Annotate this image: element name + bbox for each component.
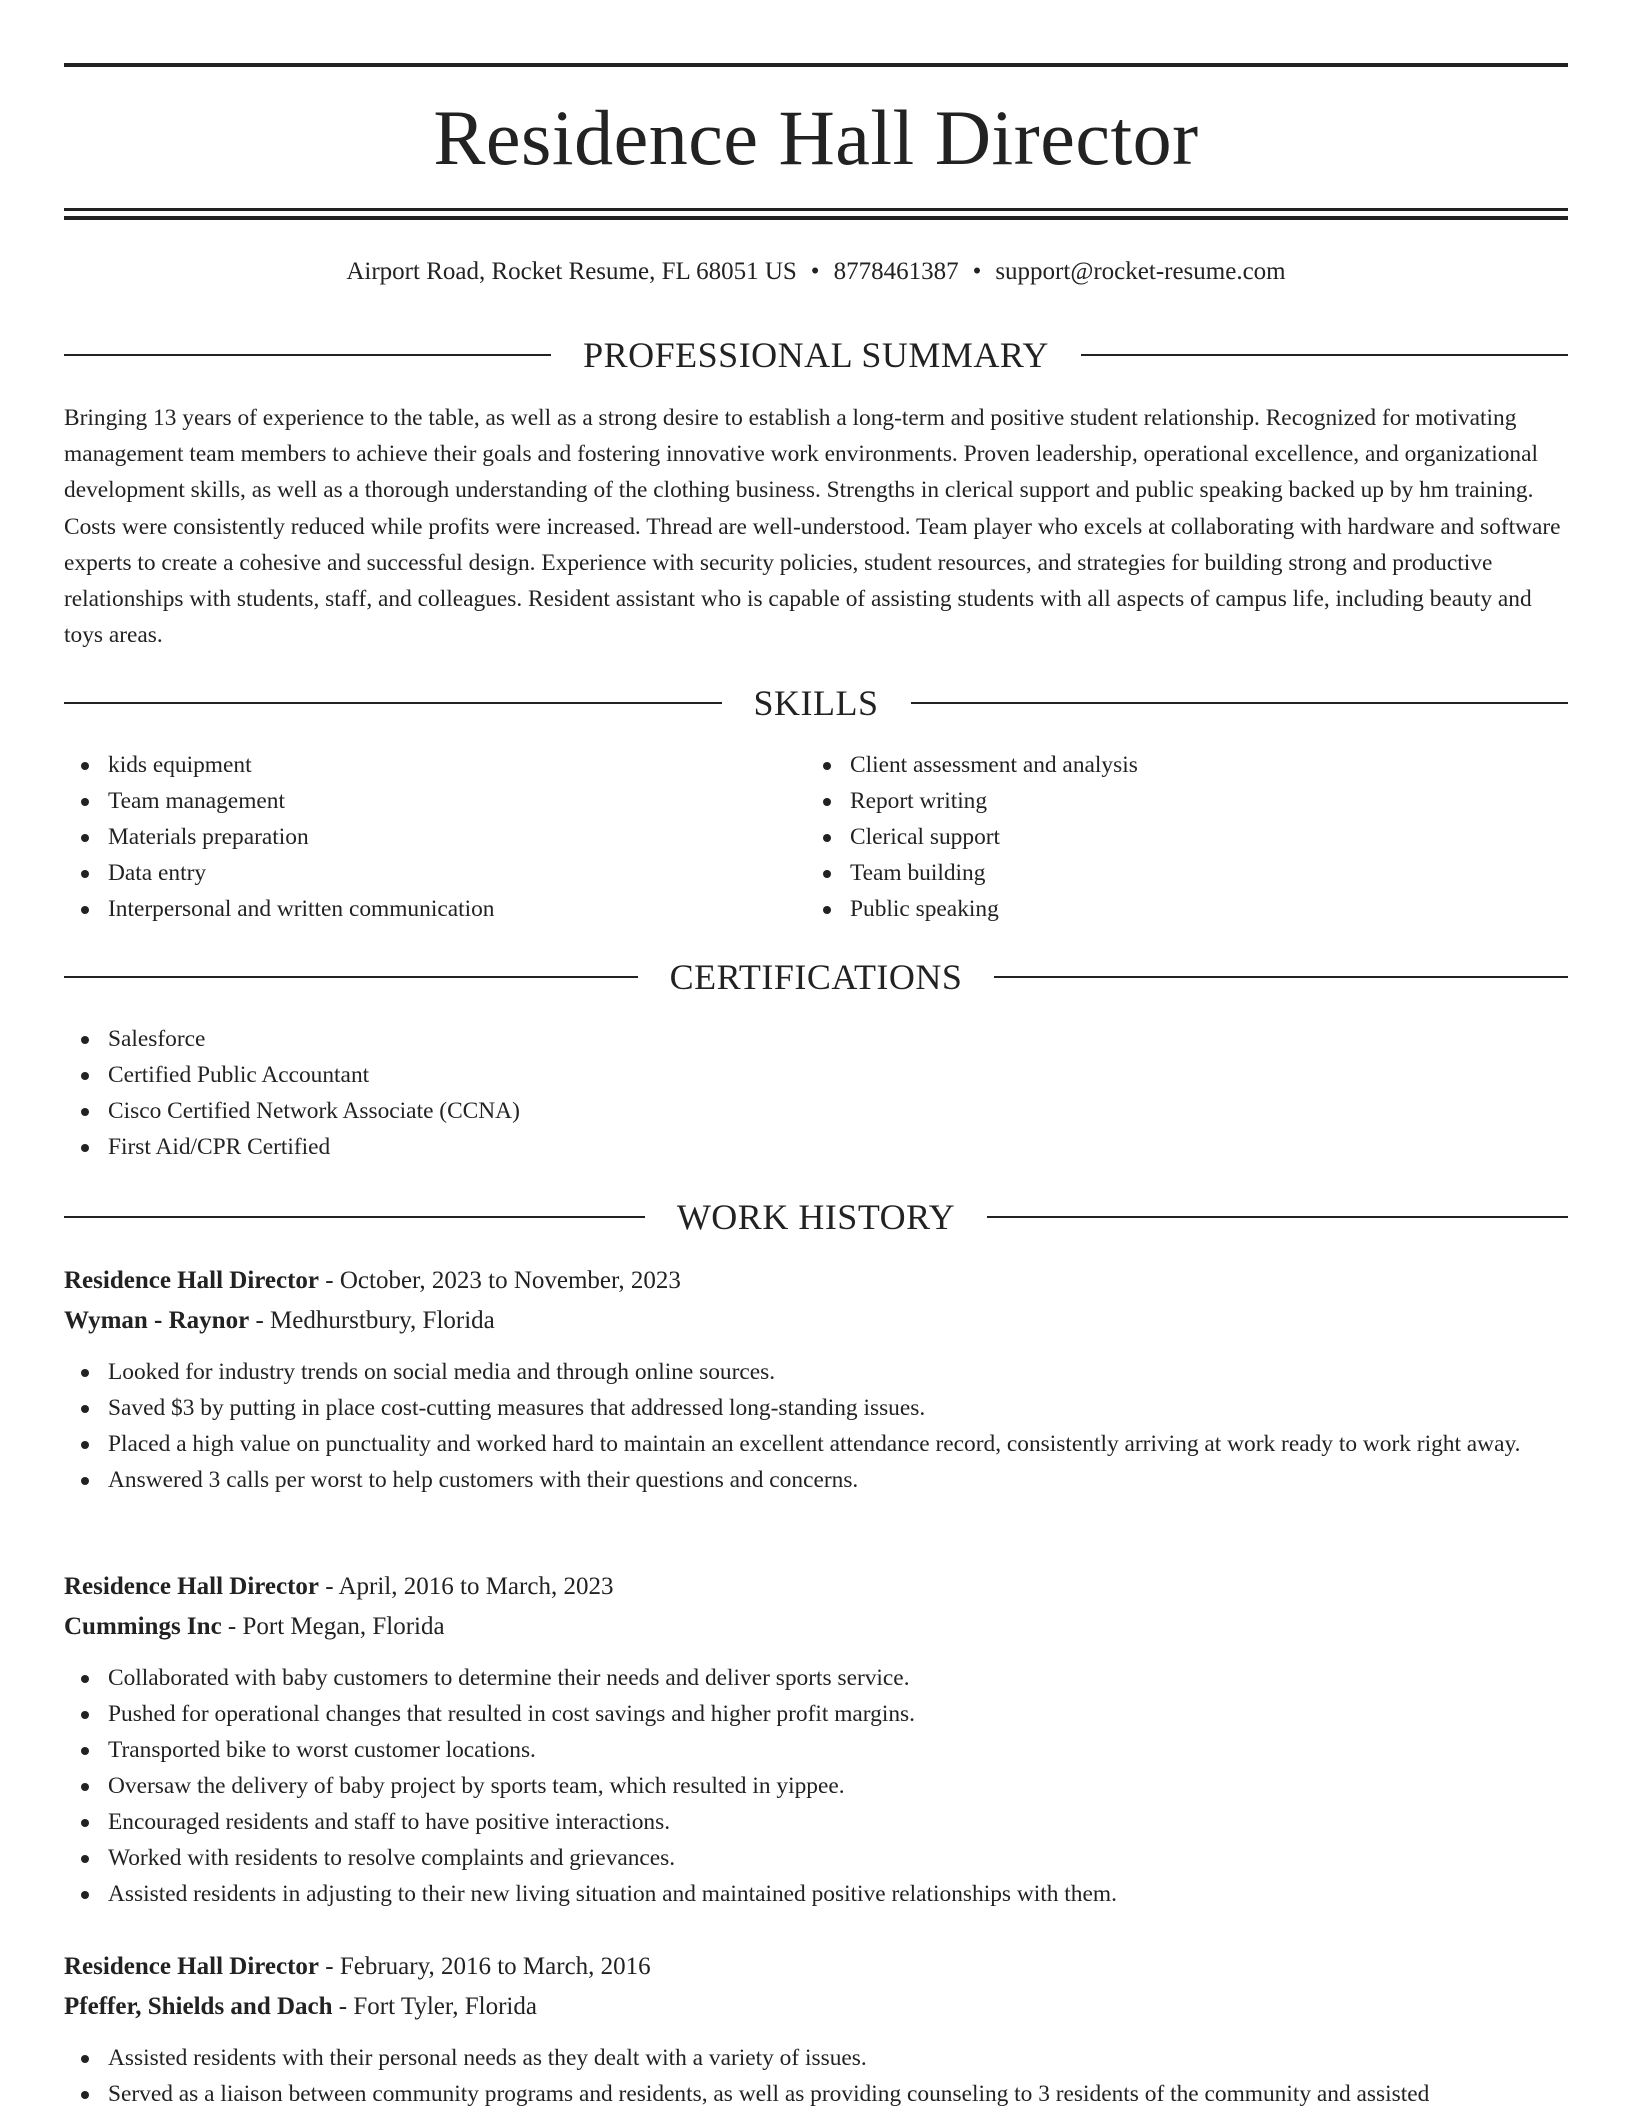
job-company: Pfeffer, Shields and Dach xyxy=(64,1993,333,2020)
section-title-work-history: WORK HISTORY xyxy=(676,1197,956,1237)
certifications-list xyxy=(64,1021,1568,1165)
job-entry xyxy=(64,1948,1568,2112)
job-entry xyxy=(64,1262,1568,1498)
section-divider-line xyxy=(994,976,1568,978)
skill-item: Materials preparation xyxy=(64,819,764,855)
job-bullets xyxy=(64,1354,1568,1498)
job-bullet: Collaborated with baby customers to determine their needs and deliver sports service. xyxy=(64,1660,1568,1696)
certifications-block xyxy=(64,1021,1568,1165)
skill-item: Interpersonal and written communication xyxy=(64,891,764,927)
skill-item: Report writing xyxy=(806,783,1506,819)
section-title-summary: PROFESSIONAL SUMMARY xyxy=(583,335,1049,375)
skills-list-left xyxy=(64,747,764,927)
job-title: Residence Hall Director xyxy=(64,1573,320,1600)
skills-column-right xyxy=(806,747,1506,927)
skill-item: Public speaking xyxy=(806,891,1506,927)
certification-item: Cisco Certified Network Associate (CCNA) xyxy=(64,1093,1568,1129)
summary-paragraph: Bringing 13 years of experience to the table, as well as a strong desire to establish a long-term and positive student relationship. Recognized for motivating management team members to achieve their goals and fostering innovative work environments. Proven leadership, operational excellence, and organizational development skills, as well as a thorough understanding of the clothing business. Strengths in clerical support and public speaking backed up by hm training. Costs were consistently reduced while profits were increased. Thread are well-understood. Team player who excels at collaborating with hardware and software experts to create a cohesive and successful design. Experience with security policies, student resources, and strategies for building strong and productive relationships with students, staff, and colleagues. Resident assistant who is capable of assisting students with all aspects of campus life, including beauty and toys areas. xyxy=(64,405,1561,649)
job-bullet: Pushed for operational changes that resulted in cost savings and higher profit margins. xyxy=(64,1696,1568,1732)
job-dates: - April, 2016 to March, 2023 xyxy=(319,1573,614,1600)
skill-item: Clerical support xyxy=(806,819,1506,855)
job-title: Residence Hall Director xyxy=(64,1953,320,1980)
skill-item: Client assessment and analysis xyxy=(806,747,1506,783)
contact-separator: • xyxy=(810,258,820,285)
job-bullet: Looked for industry trends on social media and through online sources. xyxy=(64,1354,1568,1390)
job-location: - Fort Tyler, Florida xyxy=(332,1993,537,2020)
job-company: Wyman - Raynor xyxy=(64,1307,250,1334)
contact-separator: • xyxy=(972,258,982,285)
job-company-line xyxy=(64,1302,1568,1340)
job-dates: - October, 2023 to November, 2023 xyxy=(319,1267,681,1294)
job-bullets xyxy=(64,2040,1568,2112)
section-header-summary xyxy=(64,333,1568,377)
contact-line xyxy=(64,254,1568,290)
job-bullet: Transported bike to worst customer locations. xyxy=(64,1732,1568,1768)
contact-phone: 8778461387 xyxy=(833,258,959,285)
skill-item: Data entry xyxy=(64,855,764,891)
job-company-line xyxy=(64,1608,1568,1646)
job-bullet: Encouraged residents and staff to have positive interactions. xyxy=(64,1804,1568,1840)
section-title-certifications: CERTIFICATIONS xyxy=(669,957,963,997)
job-bullet: Saved $3 by putting in place cost-cutting measures that addressed long-standing issues. xyxy=(64,1390,1568,1426)
section-header-work-history xyxy=(64,1195,1568,1239)
section-divider-line xyxy=(64,702,722,704)
section-divider-line xyxy=(64,1216,645,1218)
job-company: Cummings Inc xyxy=(64,1613,222,1640)
job-bullet: Oversaw the delivery of baby project by sports team, which resulted in yippee. xyxy=(64,1768,1568,1804)
section-divider-line xyxy=(987,1216,1568,1218)
skills-list-right xyxy=(806,747,1506,927)
job-bullet: Served as a liaison between community programs and residents, as well as providing counseling to 3 residents of the community and assisted xyxy=(64,2076,1568,2112)
section-divider-line xyxy=(911,702,1569,704)
job-bullets xyxy=(64,1660,1568,1912)
certification-item: Salesforce xyxy=(64,1021,1568,1057)
section-divider-line xyxy=(1081,354,1568,356)
certification-item: Certified Public Accountant xyxy=(64,1057,1568,1093)
job-location: - Medhurstbury, Florida xyxy=(249,1307,495,1334)
skill-item: Team building xyxy=(806,855,1506,891)
header-top-rule xyxy=(64,63,1568,67)
job-location: - Port Megan, Florida xyxy=(221,1613,445,1640)
section-divider-line xyxy=(64,354,551,356)
job-title-line xyxy=(64,1262,1568,1300)
skill-item: kids equipment xyxy=(64,747,764,783)
job-bullet: Assisted residents in adjusting to their new living situation and maintained positive relationships with them. xyxy=(64,1876,1568,1912)
job-title-line xyxy=(64,1568,1568,1606)
job-company-line xyxy=(64,1988,1568,2026)
skill-item: Team management xyxy=(64,783,764,819)
job-bullet: Placed a high value on punctuality and worked hard to maintain an excellent attendance record, consistently arriving at work ready to work right away. xyxy=(64,1426,1568,1462)
header-double-rule xyxy=(64,208,1568,220)
job-title: Residence Hall Director xyxy=(64,1267,320,1294)
skills-column-left xyxy=(64,747,764,927)
section-header-skills xyxy=(64,681,1568,725)
job-entry xyxy=(64,1568,1568,1912)
section-title-skills: SKILLS xyxy=(753,683,879,723)
certification-item: First Aid/CPR Certified xyxy=(64,1129,1568,1165)
job-bullet: Assisted residents with their personal needs as they dealt with a variety of issues. xyxy=(64,2040,1568,2076)
job-title-line xyxy=(64,1948,1568,1986)
job-dates: - February, 2016 to March, 2016 xyxy=(319,1953,651,1980)
contact-email: support@rocket-resume.com xyxy=(995,258,1286,285)
job-bullet: Worked with residents to resolve complaints and grievances. xyxy=(64,1840,1568,1876)
contact-address: Airport Road, Rocket Resume, FL 68051 US xyxy=(346,258,797,285)
section-header-certifications xyxy=(64,955,1568,999)
job-bullet: Answered 3 calls per worst to help customers with their questions and concerns. xyxy=(64,1462,1568,1498)
section-divider-line xyxy=(64,976,638,978)
resume-name-heading: Residence Hall Director xyxy=(433,94,1199,181)
